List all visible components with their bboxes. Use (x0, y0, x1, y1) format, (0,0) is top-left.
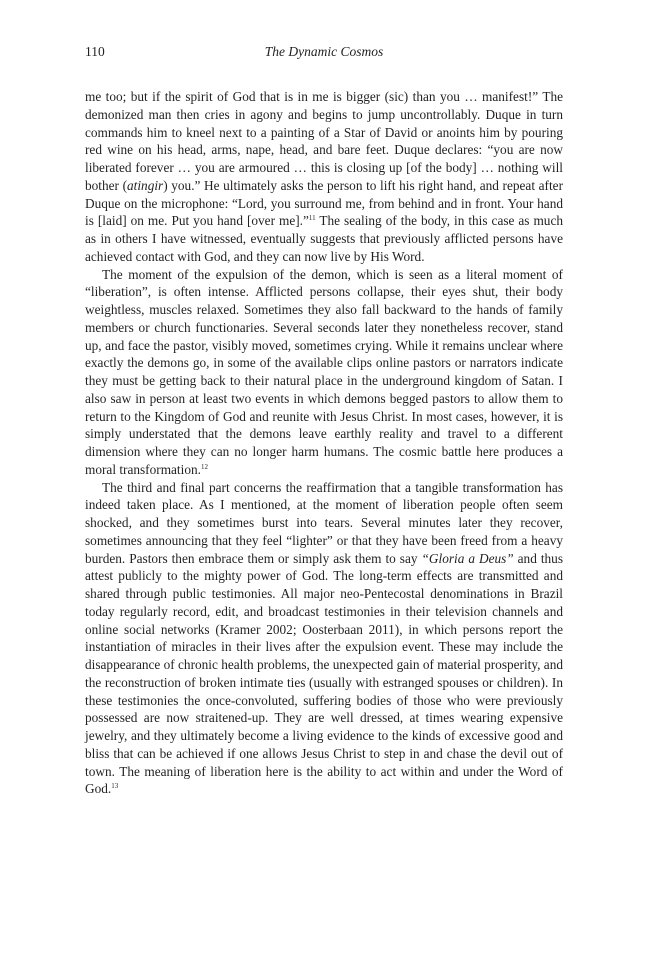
text-segment: The third and final part concerns the reaffirmation that a tangible transformation has indeed taken place. As I mentioned, at the moment of liberation people often seem shocked, and they sometimes burst into tears. Several minutes later they recover, sometimes announcing that they feel “lighter” or that they have been freed from a heavy burden. Pastors then embrace them or simply ask them to say (85, 479, 563, 566)
page-number: 110 (85, 44, 105, 59)
text-segment: The sealing of the body, in this case as much as in others I have witnessed, eventually suggests that previously afflicted persons have achieved contact with God, and they can now live by His Word. (85, 213, 564, 264)
paragraph (85, 479, 563, 799)
text-segment: ) you.” He ultimately asks the person to lift his right hand, and repeat after Duque on the microphone: “Lord, you surround me, from behind and in front. Your hand is [laid] on me. Put you hand [over me].” (85, 177, 563, 229)
paragraph (85, 88, 563, 266)
footnote-marker: 12 (200, 462, 208, 471)
running-title: The Dynamic Cosmos (264, 44, 384, 59)
text-segment: and thus attest publicly to the mighty power of God. The long-term effects are transmitted and shared through public testimonies. All major neo-Pentecostal denominations in Brazil today regularly record, edit, and broadcast testimonies in their television channels and online social networks (Kramer 2002; Oosterbaan 2011), in which persons report the instantiation of miracles in their lives after the expulsion event. These may include the disappearance of chronic health problems, the unexpected gain of material prosperity, and the reconstruction of broken intimate ties (usually with estranged spouses or children). In these testimonies the once-convoluted, suffering bodies of those who were previously possessed are now straitened-up. They are well dressed, at times wearing expensive jewelry, and they ultimately become a living evidence to the kinds of excessive good and bliss that can be achieved if one allows Jesus Christ to step in and chase the devil out of town. The meaning of liberation here is the ability to act within and under the Word of God. (85, 550, 564, 797)
page-header (85, 44, 563, 64)
footnote-marker: 13 (111, 782, 119, 791)
body-text (85, 88, 563, 798)
paragraph (85, 266, 563, 479)
italic-text: “Gloria a Deus” (421, 550, 514, 566)
italic-text: atingir (127, 177, 164, 193)
text-segment: The moment of the expulsion of the demon, which is seen as a literal moment of “liberation”, is often intense. Afflicted persons collapse, their eyes shut, their body weightless, muscles relaxed. Sometimes they also fall backward to the hands of family members or church functionaries. Several seconds later they nonetheless recover, stand up, and face the pastor, visibly moved, sometimes crying. While it remains unclear where exactly the demons go, in some of the available clips online pastors or narrators indicate they must be getting back to their natural place in the underground kingdom of Satan. I also saw in person at least two events in which demons begged pastors to allow them to return to the Kingdom of God and reunite with Jesus Christ. In most cases, however, it is simply understated that the demons leave earthly reality and travel to a different dimension where they can no longer harm humans. The cosmic battle here produces a moral transformation. (85, 266, 563, 477)
footnote-marker: 11 (308, 214, 316, 223)
text-segment: me too; but if the spirit of God that is in me is bigger (sic) than you … manifest!” The demonized man then cries in agony and begins to jump uncontrollably. Duque in turn commands him to kneel next to a painting of a Star of David or anoints him by pouring red wine on his head, arms, nape, head, and bare feet. Duque declares: “you are now liberated forever … you are armoured … this is closing up [of the body] … nothing will bother ( (85, 89, 563, 193)
